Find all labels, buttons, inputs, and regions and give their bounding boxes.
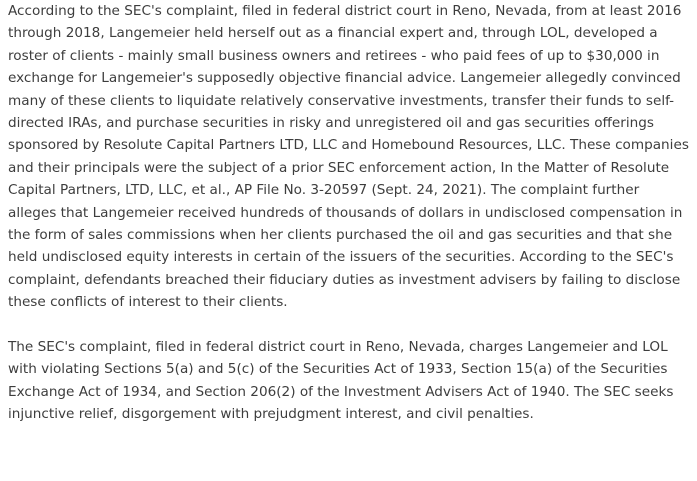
paragraph-allegations: According to the SEC's complaint, filed in federal district court in Reno, Nevada, from at least 2016 through 2018, Langemeier held herself out as a financial expert and, through LOL, developed a roster of clients - mainly small business owners and retirees - who paid fees of up to $30,000 in exchange for Langemeier's supposedly objective financial advice. Langemeier allegedly convinced many of these clients to liquidate relatively conservative investments, transfer their funds to self-directed IRAs, and purchase securities in risky and unregistered oil and gas securities offerings sponsored by Resolute Capital Partners LTD, LLC and Homebound Resources, LLC. These companies and their principals were the subject of a prior SEC enforcement action, In the Matter of Resolute Capital Partners, LTD, LLC, et al., AP File No. 3-20597 (Sept. 24, 2021). The complaint further alleges that Langemeier received hundreds of thousands of dollars in undisclosed compensation in the form of sales commissions when her clients purchased the oil and gas securities and that she held undisclosed equity interests in certain of the issuers of the securities. According to the SEC's complaint, defendants breached their fiduciary duties as investment advisers by failing to disclose these conflicts of interest to their clients. [8, 3, 689, 311]
paragraph-spacer [8, 314, 689, 336]
paragraph-charges: The SEC's complaint, filed in federal district court in Reno, Nevada, charges Langemeier and LOL with violating Sections 5(a) and 5(c) of the Securities Act of 1933, Section 15(a) of the Securities Exchange Act of 1934, and Section 206(2) of the Investment Advisers Act of 1940. The SEC seeks injunctive relief, disgorgement with prejudgment interest, and civil penalties. [8, 338, 674, 422]
